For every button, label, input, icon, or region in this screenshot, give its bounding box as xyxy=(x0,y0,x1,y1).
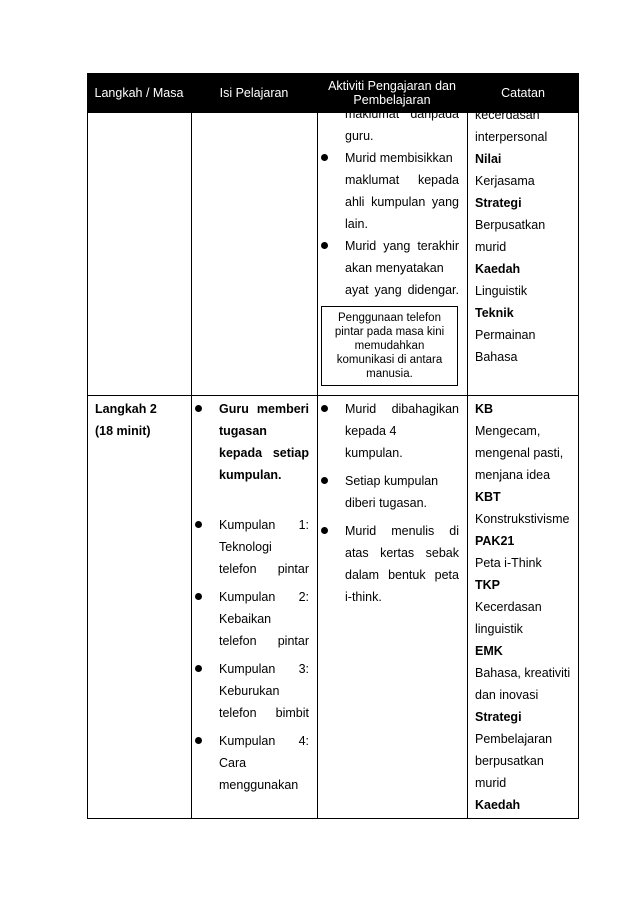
border-bottom xyxy=(87,818,579,819)
list-item: Kumpulan 4: xyxy=(219,730,309,752)
header-isi: Isi Pelajaran xyxy=(219,86,289,100)
text-line: atas kertas sebak xyxy=(345,546,459,560)
text-line: kumpulan. xyxy=(219,468,282,482)
bullet-icon xyxy=(195,405,202,412)
list-item: Kumpulan 2: xyxy=(219,586,309,608)
catatan-heading: TKP xyxy=(475,578,500,592)
list-item: Setiap kumpulan xyxy=(345,470,459,492)
row2-isi xyxy=(219,398,309,796)
bullet-icon xyxy=(321,405,328,412)
text-line: Cara xyxy=(219,756,247,770)
catatan-heading: Nilai xyxy=(475,152,502,166)
text-line: ahli kumpulan yang xyxy=(345,195,459,209)
row2-catatan xyxy=(475,398,575,816)
catatan-heading: Kaedah xyxy=(475,262,521,276)
header-catatan: Catatan xyxy=(501,86,545,100)
text-line: akan menyatakan xyxy=(345,261,444,275)
catatan-line: linguistik xyxy=(475,622,523,636)
text-line: guru. xyxy=(345,129,374,143)
step-duration: (18 minit) xyxy=(95,424,151,438)
text-line: menggunakan xyxy=(219,778,299,792)
border-left xyxy=(87,73,88,819)
catatan-heading: Strategi xyxy=(475,196,522,210)
catatan-line: Peta i-Think xyxy=(475,556,542,570)
list-item: Murid dibahagikan xyxy=(345,398,459,420)
catatan-heading: EMK xyxy=(475,644,503,658)
catatan-line: Permainan xyxy=(475,328,536,342)
row2-aktiviti xyxy=(345,398,459,608)
text-line: kepada setiap xyxy=(219,446,309,460)
text-line: telefon pintar xyxy=(219,562,309,576)
header-langkah: Langkah / Masa xyxy=(94,86,184,100)
catatan-heading: Strategi xyxy=(475,710,522,724)
catatan-heading: KBT xyxy=(475,490,501,504)
catatan-line: murid xyxy=(475,240,507,254)
catatan-heading: Kaedah xyxy=(475,798,521,812)
text-line: diberi tugasan. xyxy=(345,496,428,510)
text-line: maklumat kepada xyxy=(345,173,459,187)
catatan-line: murid xyxy=(475,776,507,790)
catatan-heading: KB xyxy=(475,402,494,416)
catatan-line: Bahasa, kreativiti xyxy=(475,666,571,680)
text-line: Kebaikan xyxy=(219,612,272,626)
bullet-icon xyxy=(195,737,202,744)
list-item: Kumpulan 3: xyxy=(219,658,309,680)
catatan-line: Konstrukstivisme xyxy=(475,512,570,526)
catatan-line: interpersonal xyxy=(475,130,548,144)
catatan-line: dan inovasi xyxy=(475,688,539,702)
text-line: dalam bentuk peta xyxy=(345,568,459,582)
bullet-icon xyxy=(195,521,202,528)
catatan-heading: PAK21 xyxy=(475,534,515,548)
catatan-line: Mengecam, xyxy=(475,424,541,438)
list-item: Guru memberi xyxy=(219,398,309,420)
note-box: Penggunaan telefon pintar pada masa kini memudahkan komunikasi di antara manusia. xyxy=(321,306,458,386)
header-aktiviti: Aktiviti Pengajaran dan Pembelajaran xyxy=(328,79,456,107)
catatan-line: kecerdasan xyxy=(475,108,540,122)
list-item: Kumpulan 1: xyxy=(219,514,309,536)
row-divider xyxy=(87,395,579,396)
catatan-line: Bahasa xyxy=(475,350,518,364)
catatan-line: menjana idea xyxy=(475,468,551,482)
text-line: i-think. xyxy=(345,590,382,604)
col-divider-1 xyxy=(191,73,192,819)
catatan-line: Berpusatkan xyxy=(475,218,546,232)
text-line: maklumat daripada xyxy=(345,107,459,121)
catatan-heading: Teknik xyxy=(475,306,514,320)
text-line: tugasan xyxy=(219,424,267,438)
text-line: kumpulan. xyxy=(345,446,403,460)
text-line: Teknologi xyxy=(219,540,272,554)
catatan-line: Pembelajaran xyxy=(475,732,553,746)
bullet-icon xyxy=(321,477,328,484)
text-line: telefon pintar xyxy=(219,634,309,648)
row2-langkah xyxy=(95,398,187,442)
lesson-plan-table xyxy=(87,73,579,819)
col-divider-2 xyxy=(317,73,318,819)
catatan-line: berpusatkan xyxy=(475,754,544,768)
catatan-line: Linguistik xyxy=(475,284,528,298)
bullet-icon xyxy=(321,154,328,161)
catatan-line: Kerjasama xyxy=(475,174,535,188)
col-divider-3 xyxy=(467,73,468,819)
step-label: Langkah 2 xyxy=(95,402,157,416)
bullet-icon xyxy=(321,242,328,249)
text-line: lain. xyxy=(345,217,368,231)
list-item: Murid yang terakhir xyxy=(345,235,459,257)
list-item: Murid membisikkan xyxy=(345,147,459,169)
bullet-icon xyxy=(321,527,328,534)
bullet-icon xyxy=(195,593,202,600)
text-line: Keburukan xyxy=(219,684,280,698)
border-right xyxy=(578,73,579,819)
catatan-line: Kecerdasan xyxy=(475,600,542,614)
catatan-line: mengenal pasti, xyxy=(475,446,564,460)
row1-catatan xyxy=(475,104,575,368)
text-line: telefon bimbit xyxy=(219,706,309,720)
text-line: ayat yang didengar. xyxy=(345,283,459,297)
row1-aktiviti xyxy=(345,103,459,301)
list-item: Murid menulis di xyxy=(345,520,459,542)
text-line: kepada 4 xyxy=(345,424,397,438)
bullet-icon xyxy=(195,665,202,672)
